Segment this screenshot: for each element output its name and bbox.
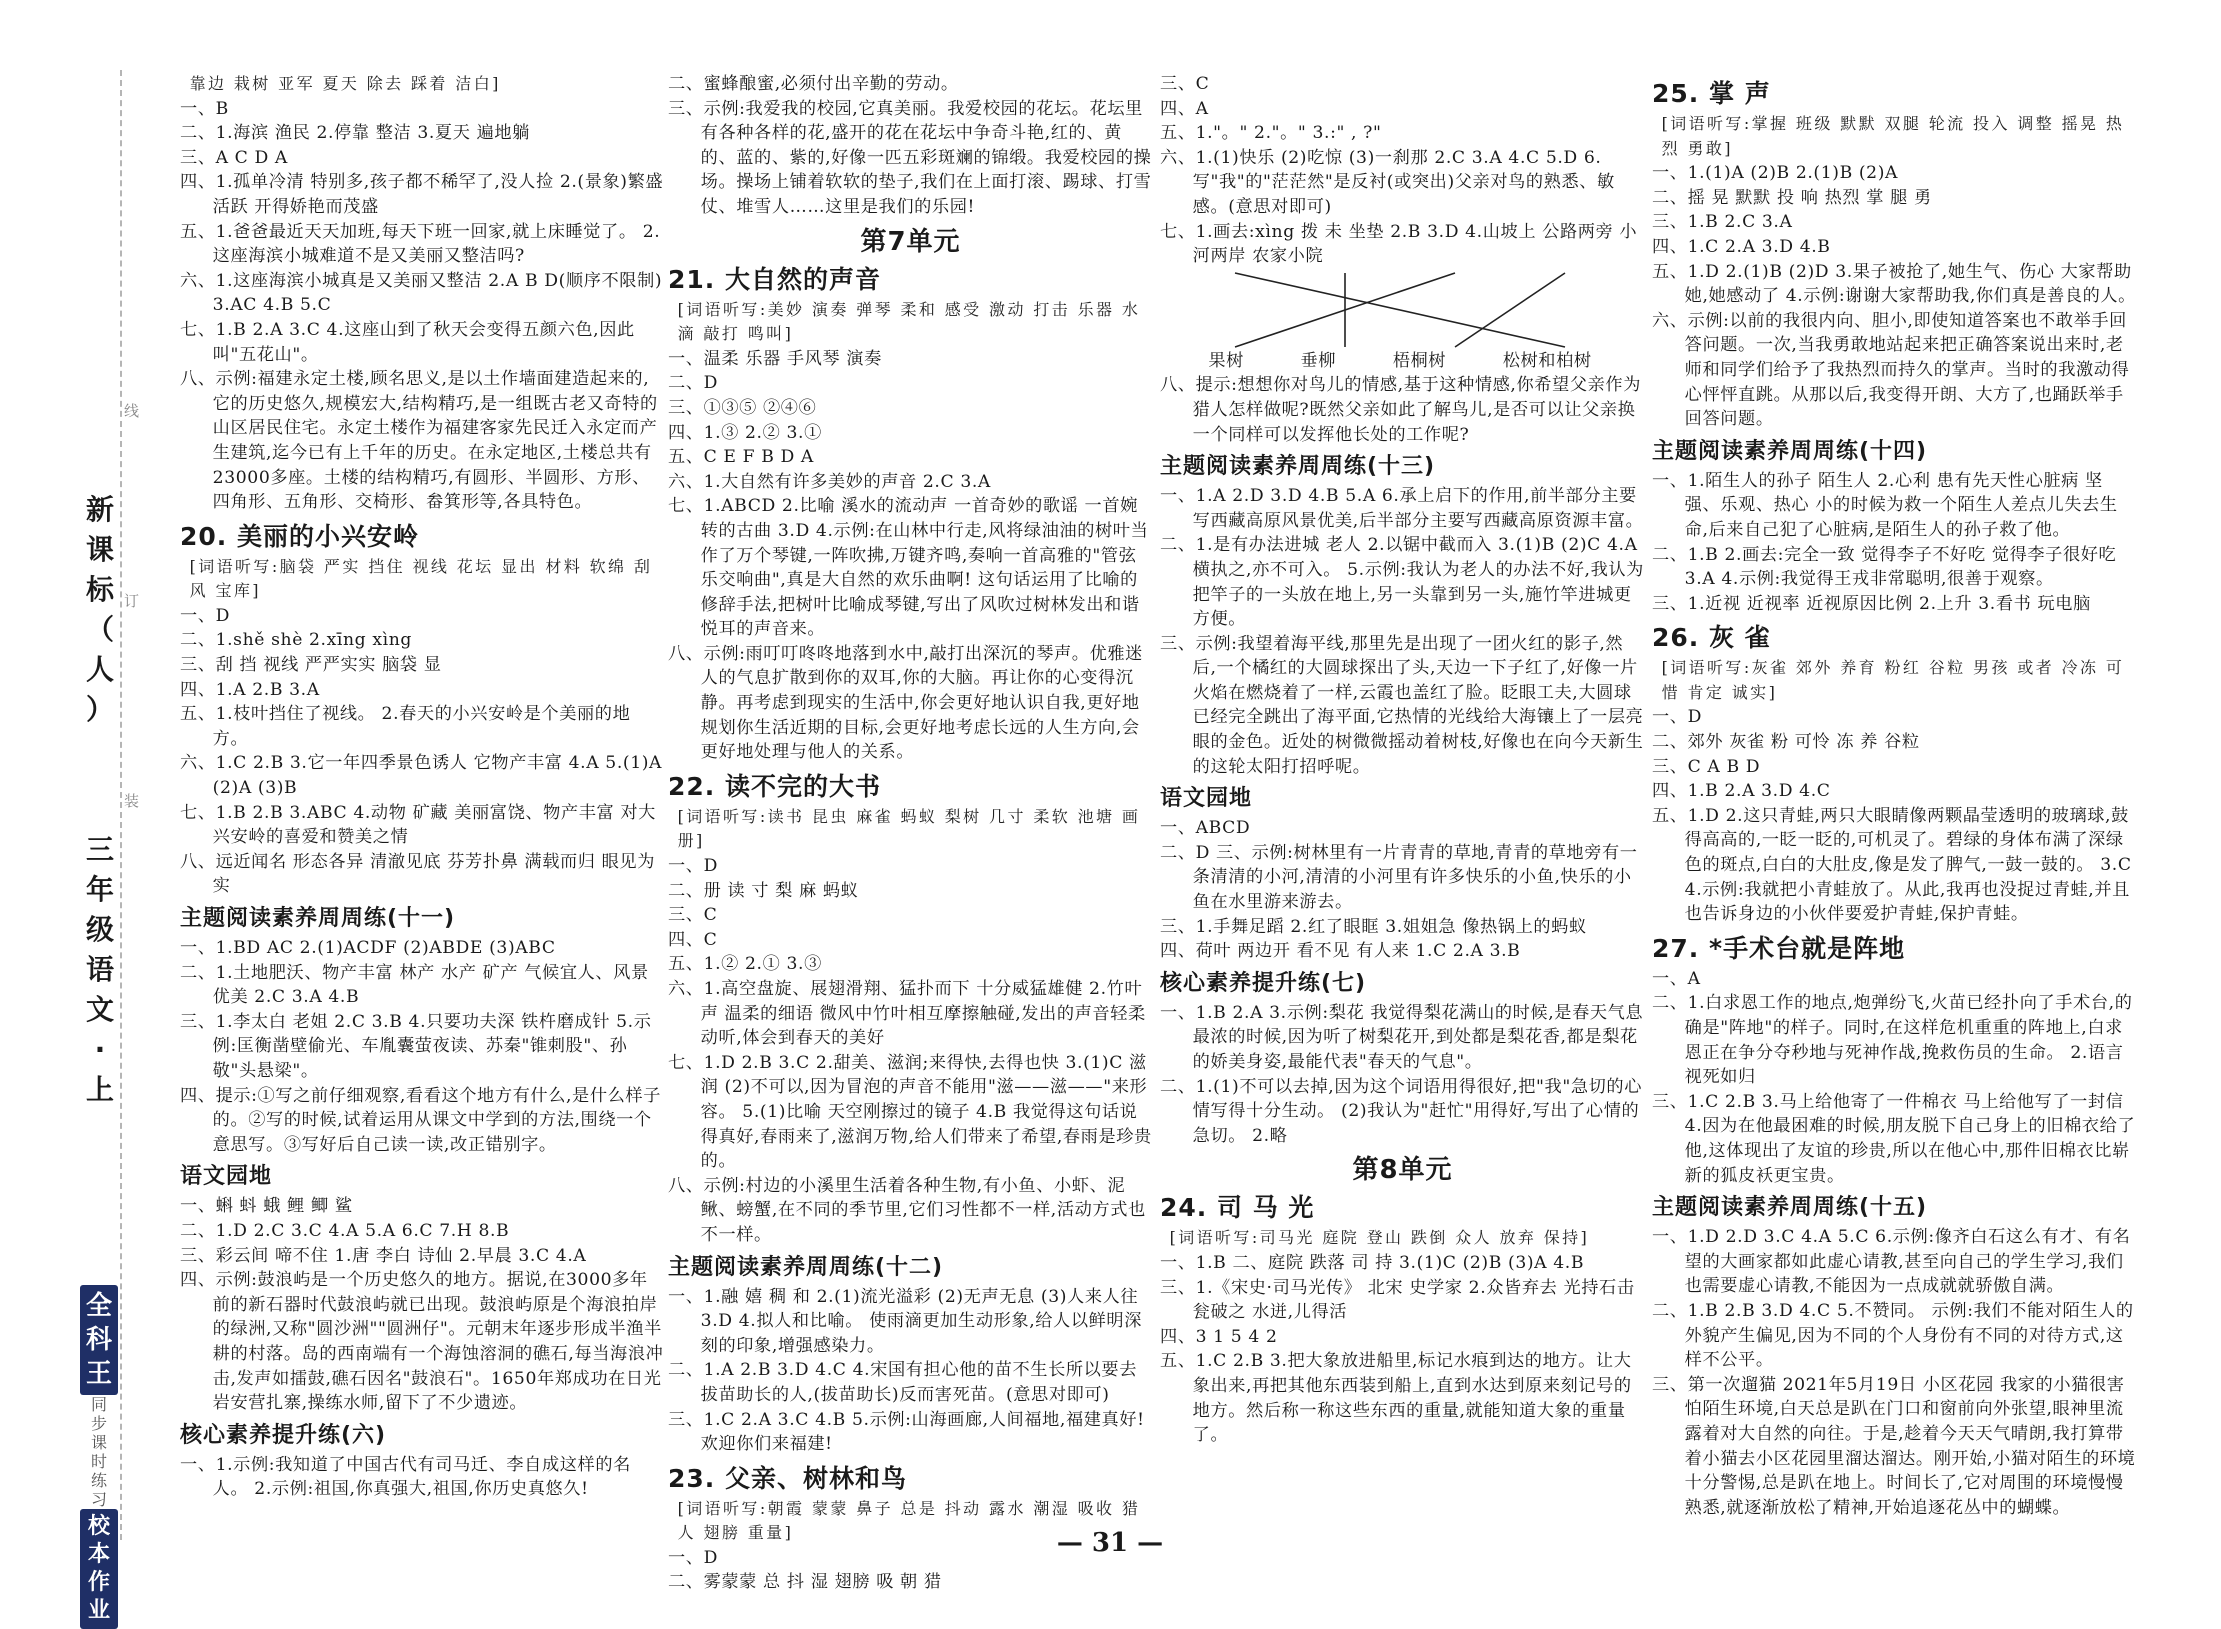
- answer-line: 六、示例:以前的我很内向、胆小,即使知道答案也不敢举手回答问题。一次,当我勇敢地站起来把正确答案说出来时,老师和同学们给予了我热烈而持久的掌声。当时的我激动得心怦怦直跳。从那以后,我变得开朗、大方了,也踊跃举手回答问题。: [1652, 310, 2130, 430]
- word-matching-diagram: [1160, 271, 1645, 374]
- answer-line: 五、1."。" 2."。" 3.:" , ?": [1160, 123, 1382, 144]
- brand-name-char: 王: [85, 1359, 112, 1389]
- answer-line: 一、1.示例:我知道了中国古代有司马迁、李自成这样的名人。 2.示例:祖国,你真强大,祖国,你历史真悠久!: [180, 1454, 631, 1500]
- answer-line: 二、1.(1)不可以去掉,因为这个词语用得很好,把"我"急切的心情写得十分生动。 (2)我认为"赶忙"用得好,写出了心情的急切。 2.略: [1160, 1076, 1642, 1146]
- answer-line: 一、1.B 2.A 3.示例:梨花 我觉得梨花满山的时候,是春天气息最浓的时候,因为听了树梨花开,到处都是梨花香,都是梨花的娇美身姿,最能代表"春天的气息"。: [1160, 1002, 1644, 1072]
- answer-line: 一、ABCD: [1160, 818, 1251, 839]
- answer-line: 三、C A B D: [1652, 756, 1761, 777]
- vocab-dictation: [词语听写:司马光 庭院 登山 跌倒 众人 放弃 保持]: [1169, 1228, 1590, 1248]
- binding-spine: [80, 70, 140, 1623]
- answer-line: 三、1.C 2.B 3.马上给他寄了一件棉衣 马上给他写了一封信 4.因为在他最困难的时候,朋友脱下自己身上的旧棉衣给了他,这体现出了友谊的珍贵,所以在他心中,那件旧棉衣比崭新的狐皮袄更宝贵。: [1652, 1091, 2136, 1186]
- answer-line: 三、刮 挡 视线 严严实实 脑袋 显: [180, 655, 442, 676]
- spine-edition-char: 新: [85, 493, 114, 526]
- section-heading: 主题阅读素养周周练(十四): [1652, 438, 1928, 464]
- vocab-dictation: 靠边 栽树 亚军 夏天 除去 踩着 洁白]: [189, 74, 501, 93]
- brand-tagline-char: 同: [90, 1395, 107, 1414]
- answer-line: 二、D 三、示例:树林里有一片青青的草地,青青的草地旁有一条清清的小河,清清的小河里有许多快乐的小鱼,快乐的小鱼在水里游来游去。: [1160, 842, 1638, 913]
- answer-line: 二、雾蒙蒙 总 抖 湿 翅膀 吸 朝 猎: [668, 1572, 942, 1593]
- answer-line: 二、册 读 寸 梨 麻 蚂蚁: [668, 880, 859, 901]
- matching-lines: [1180, 271, 1620, 349]
- brand-series-char: 校: [87, 1514, 110, 1539]
- match-word: 梧桐树: [1392, 350, 1447, 371]
- spine-edition: [80, 490, 120, 730]
- answer-line: 一、1.融 嬉 稠 和 2.(1)流光溢彩 (2)无声无息 (3)人来人往 3.D 4.拟人和比喻。 使雨滴更加生动形象,给人以鲜明深刻的印象,增强感染力。: [668, 1286, 1142, 1356]
- answer-line: 二、1.白求恩工作的地点,炮弹纷飞,火苗已经扑向了手术台,的确是"阵地"的样子。同时,在这样危机重重的阵地上,白求恩正在争分夺秒地与死神作战,挽救伤员的生命。 2.语言 视死如归: [1652, 993, 2133, 1088]
- answer-line: 五、1.② 2.① 3.③: [668, 954, 822, 975]
- answer-line: 二、1.土地肥沃、物产丰富 林产 水产 矿产 气候宜人、风景优美 2.C 3.A 4.B: [180, 962, 649, 1008]
- answer-line: 六、1.C 2.B 3.它一年四季景色诱人 它物产丰富 4.A 5.(1)A (2)A (3)B: [180, 753, 663, 799]
- lesson-title: 23. 父亲、树林和鸟: [668, 1463, 907, 1493]
- brand-tagline: [80, 1395, 118, 1509]
- answer-line: 一、D: [180, 605, 230, 626]
- answer-line: 七、1.B 2.A 3.C 4.这座山到了秋天会变得五颜六色,因此叫"五花山"。: [180, 319, 635, 365]
- answer-line: 六、1.这座海滨小城真是又美丽又整洁 2.A B D(顺序不限制) 3.AC 4.B 5.C: [180, 270, 663, 316]
- spine-subject-char: 级: [85, 913, 114, 946]
- answer-line: 五、1.爸爸最近天天加班,每天下班一回家,就上床睡觉了。 2.这座海滨小城难道不是又美丽又整洁吗?: [180, 221, 661, 267]
- section-heading: 核心素养提升练(七): [1160, 970, 1367, 996]
- answer-line: 四、1.A 2.B 3.A: [180, 679, 320, 700]
- answer-line: 七、1.画去:xìng 拨 未 坐垫 2.B 3.D 4.山坡上 公路两旁 小河两岸 农家小院: [1160, 221, 1638, 267]
- spine-subject: [80, 830, 120, 1110]
- answer-line: 三、1.手舞足蹈 2.红了眼眶 3.姐姐急 像热锅上的蚂蚁: [1160, 916, 1587, 937]
- brand-series-char: 业: [87, 1598, 110, 1623]
- answer-line: 四、1.孤单冷清 特别多,孩子都不稀罕了,没人捡 2.(景象)繁盛活跃 开得娇艳而茂盛: [180, 172, 664, 217]
- answer-line: 四、荷叶 两边开 看不见 有人来 1.C 2.A 3.B: [1160, 941, 1521, 962]
- answer-line: 二、蜜蜂酿蜜,必须付出辛勤的劳动。: [668, 74, 959, 94]
- answer-line: 一、D: [1652, 707, 1702, 728]
- answer-line: 二、郊外 灰雀 粉 可怜 冻 养 谷粒: [1652, 732, 1920, 753]
- brand-name: [80, 1285, 118, 1395]
- answer-line: 七、1.B 2.B 3.ABC 4.动物 矿藏 美丽富饶、物产丰富 对大兴安岭的喜爱和赞美之情: [180, 802, 656, 848]
- answer-line: 三、1.B 2.C 3.A: [1652, 212, 1793, 233]
- match-bottom-row: [1180, 349, 1620, 374]
- answer-line: 七、1.D 2.B 3.C 2.甜美、滋润;来得快,去得也快 3.(1)C 滋润 (2)不可以,因为冒泡的声音不能用"滋——滋——"来形容。 5.(1)比喻 天空刚擦过的镜子 4.B 我觉得这句话说得真好,春雨来了,滋润万物,给人们带来了希望,春雨是珍贵的。: [668, 1052, 1152, 1172]
- answer-line: 二、1.shě shè 2.xīng xìng: [180, 630, 413, 651]
- brand-name-char: 全: [85, 1291, 112, 1321]
- answer-line: 一、温柔 乐器 手风琴 演奏: [668, 348, 882, 369]
- vocab-dictation: [词语听写:脑袋 严实 挡住 视线 花坛 显出 材料 软绵 刮风 宝库]: [189, 556, 653, 601]
- answer-line: 五、1.C 2.B 3.把大象放进船里,标记水痕到达的地方。让大象出来,再把其他东西装到船上,直到水达到原来刻记号的地方。然后称一称这些东西的重量,就能知道大象的重量了。: [1160, 1351, 1632, 1446]
- vocab-dictation: [词语听写:读书 昆虫 麻雀 蚂蚁 梨树 几寸 柔软 池塘 画册]: [677, 806, 1141, 851]
- answer-line: 八、示例:福建永定土楼,顾名思义,是以土作墙面建造起来的,它的历史悠久,规模宏大,结构精巧,是一组既古老又奇特的山区居民住宅。永定土楼作为福建客家先民迁入永定而产生建筑,迄今已有上千年的历史。在永定地区,土楼总共有23000多座。土楼的结构精巧,有圆形、半圆形、方形、四角形、五角形、交椅形、畚箕形等,各具特色。: [180, 369, 658, 513]
- answer-line: 五、C E F B D A: [668, 447, 814, 468]
- answer-line: 三、第一次遛猫 2021年5月19日 小区花园 我家的小猫很害怕陌生环境,白天总是趴在门口和窗前向外张望,眼神里流露着对大自然的向往。于是,趁着今天天气晴朗,我打算带着小猫去小区花园里溜达溜达。刚开始,小猫对陌生的环境十分警惕,总是趴在地上。时间长了,它对周围的环境慢慢熟悉,就逐渐放松了精神,开始追逐花丛中的蝴蝶。: [1652, 1374, 2136, 1518]
- match-word: 果树: [1208, 350, 1244, 371]
- section-heading: 主题阅读素养周周练(十五): [1652, 1195, 1928, 1221]
- answer-column-1: [180, 72, 665, 1517]
- answer-line: 八、提示:想想你对鸟儿的情感,基于这种情感,你希望父亲作为猎人怎样做呢?既然父亲如此了解鸟儿,是否可以让父亲换一个同样可以发挥他长处的工作呢?: [1160, 375, 1641, 445]
- answer-line: 四、示例:鼓浪屿是一个历史悠久的地方。据说,在3000多年前的新石器时代鼓浪屿就已出现。鼓浪屿原是个海浪拍岸的绿洲,又称"圆沙洲""圆洲仔"。元朝末年逐步形成半渔半耕的村落。岛的西南端有一个海蚀溶洞的礁石,每当海浪冲击,发声如擂鼓,礁石因名"鼓浪石"。1650年郑成功在日光岩安营扎寨,操练水师,留下了不少遗迹。: [180, 1270, 664, 1414]
- section-heading: 主题阅读素养周周练(十一): [180, 906, 456, 931]
- page-number: — 31 —: [1056, 1528, 1164, 1558]
- section-heading: 核心素养提升练(六): [180, 1422, 387, 1448]
- answer-line: 三、①③⑤ ②④⑥: [668, 397, 817, 418]
- answer-line: 三、示例:我望着海平线,那里先是出现了一团火红的影子,然后,一个橘红的大圆球探出了头,天边一下子红了,好像一片火焰在燃烧着了一样,云霞也盖红了脸。眨眼工夫,大圆球已经完全跳出了海平面,它热情的光线给大海镶上了一层亮眼的金色。近处的树微微摇动着树枝,好像也在向今天新生的这轮太阳打招呼呢。: [1160, 633, 1644, 777]
- spine-edition-char: 标: [85, 573, 114, 606]
- answer-column-2: [668, 72, 1153, 1593]
- match-word: 垂柳: [1300, 350, 1337, 371]
- section-heading: 语文园地: [1160, 786, 1253, 812]
- answer-line: 四、提示:①写之前仔细观察,看看这个地方有什么,是什么样子的。②写的时候,试着运用从课文中学到的方法,围绕一个意思写。③写好后自己读一读,改正错别字。: [180, 1085, 661, 1155]
- vocab-dictation: [词语听写:朝霞 蒙蒙 鼻子 总是 抖动 露水 潮湿 吸收 猎人 翅膀 重量]: [677, 1498, 1141, 1543]
- answer-line: 四、1.B 2.A 3.D 4.C: [1652, 781, 1831, 802]
- spine-subject-char: ·: [94, 1033, 106, 1066]
- answer-line: 五、1.枝叶挡住了视线。 2.春天的小兴安岭是个美丽的地方。: [180, 704, 631, 749]
- answer-line: 三、1.李太白 老姐 2.C 3.B 4.只要功夫深 铁杵磨成针 5.示例:匡衡凿壁偷光、车胤囊萤夜读、苏秦"锥刺股"、孙敬"头悬梁"。: [180, 1011, 652, 1081]
- answer-line: 二、1.A 2.B 3.D 4.C 4.宋国有担心他的苗不生长所以要去拔苗助长的人,(拔苗助长)反而害死苗。(意思对即可): [668, 1360, 1138, 1405]
- answer-line: 二、1.是有办法进城 老人 2.以锯中截而入 3.(1)B (2)C 4.A 横执之,亦不可入。 5.示例:我认为老人的办法不好,我认为把竿子的一头放在地上,另一头靠到另一头,施竹竿进城更方便。: [1160, 535, 1644, 630]
- answer-line: 一、蝌 蚪 蛾 鲤 鲫 鲨: [180, 1196, 353, 1217]
- answer-line: 六、1.大自然有许多美妙的声音 2.C 3.A: [668, 471, 991, 492]
- answer-line: 二、1.D 2.C 3.C 4.A 5.A 6.C 7.H 8.B: [180, 1220, 510, 1241]
- answer-line: 四、1.③ 2.② 3.①: [668, 422, 822, 443]
- bind-mark-line: 线: [124, 402, 140, 420]
- answer-line: 二、1.B 2.B 3.D 4.C 5.不赞同。 示例:我们不能对陌生人的外貌产生偏见,因为不同的个人身份有不同的对待方式,这样不公平。: [1652, 1300, 2134, 1371]
- answer-line: 四、3 1 5 4 2: [1160, 1326, 1278, 1347]
- answer-line: 一、1.D 2.D 3.C 4.A 5.C 6.示例:像齐白石这么有才、有名望的大画家都如此虚心请教,甚至向自己的学生学习,我们也需要虚心请教,不能因为一点成就就骄傲自满。: [1652, 1227, 2131, 1297]
- bind-mark-bind: 装: [124, 792, 140, 810]
- answer-line: 三、A C D A: [180, 147, 288, 168]
- answer-line: 八、远近闻名 形态各异 清澈见底 芬芳扑鼻 满载而归 眼见为实: [180, 851, 656, 897]
- section-heading: 主题阅读素养周周练(十二): [668, 1254, 944, 1280]
- unit-heading: 第7单元: [860, 226, 961, 257]
- answer-line: 八、示例:村边的小溪里生活着各种生物,有小鱼、小虾、泥鳅、螃蟹,在不同的季节里,它们习性都不一样,活动方式也不一样。: [668, 1175, 1146, 1245]
- answer-line: 一、1.A 2.D 3.D 4.B 5.A 6.承上启下的作用,前半部分主要写西藏高原风景优美,后半部分主要写西藏高原资源丰富。: [1160, 486, 1644, 531]
- answer-line: 三、1.《宋史·司马光传》 北宋 史学家 2.众皆弃去 光持石击瓮破之 水迸,儿得活: [1160, 1277, 1635, 1323]
- answer-line: 八、示例:雨叮叮咚咚地落到水中,敲打出深沉的琴声。优雅迷人的气息扩散到你的双耳,你的大脑。再让你的心变得沉静。再考虑到现实的生活中,你会更好地认识自我,更好地规划你生活近期的目标,会更好地考虑长远的人生方向,会更好地处理与他人的关系。: [668, 643, 1143, 763]
- column-3-top: [1160, 72, 1645, 269]
- answer-line: 四、1.C 2.A 3.D 4.B: [1652, 236, 1831, 257]
- brand-name-char: 科: [85, 1325, 112, 1355]
- answer-line: 一、D: [668, 1547, 718, 1568]
- answer-line: 三、C: [1160, 74, 1210, 94]
- answer-line: 三、彩云间 啼不住 1.唐 李白 诗仙 2.早晨 3.C 4.A: [180, 1245, 587, 1266]
- answer-line: 六、1.(1)快乐 (2)吃惊 (3)一刹那 2.C 3.A 4.C 5.D 6.写"我"的"茫茫然"是反衬(或突出)父亲对鸟的熟悉、敏感。(意思对即可): [1160, 147, 1615, 217]
- answer-line: 一、A: [1652, 968, 1701, 989]
- answer-line: 五、1.D 2.(1)B (2)D 3.果子被抢了,她生气、伤心 大家帮助她,她感动了 4.示例:谢谢大家帮助我,你们真是善良的人。: [1652, 261, 2136, 307]
- binding-cut-line: [120, 70, 122, 1540]
- brand-tagline-char: 课: [90, 1433, 107, 1452]
- brand-series-char: 作: [87, 1570, 110, 1595]
- answer-line: 一、D: [668, 856, 718, 877]
- lesson-title: 26. 灰 雀: [1652, 623, 1771, 653]
- match-word: 松树和柏树: [1502, 350, 1592, 371]
- answer-line: 二、1.海滨 渔民 2.停靠 整洁 3.夏天 遍地躺: [180, 123, 530, 144]
- spine-subject-char: 上: [85, 1073, 114, 1106]
- bind-mark-staple: 订: [124, 592, 140, 610]
- brand-series-char: 本: [87, 1542, 110, 1567]
- answer-line: 六、1.高空盘旋、展翅滑翔、猛扑而下 十分威猛雄健 2.竹叶声 温柔的细语 微风中竹叶相互摩擦触碰,发出的声音轻柔动听,体会到春天的美好: [668, 979, 1146, 1049]
- spine-edition-char: 课: [85, 533, 114, 566]
- answer-line: 一、1.B 二、庭院 跌落 司 持 3.(1)C (2)B (3)A 4.B: [1160, 1252, 1585, 1273]
- answer-column-3: [1160, 72, 1645, 1517]
- answer-line: 四、A: [1160, 98, 1209, 119]
- answer-line: 三、1.C 2.A 3.C 4.B 5.示例:山海画廊,人间福地,福建真好!欢迎你们来福建!: [668, 1409, 1145, 1455]
- answer-line: 七、1.ABCD 2.比喻 溪水的流动声 一首奇妙的歌谣 一首婉转的古曲 3.D 4.示例:在山林中行走,风将绿油油的树叶当作了万个琴键,一阵吹拂,万键齐鸣,奏响一首高雅的"管弦乐交响曲",真是大自然的欢乐曲啊! 这句话运用了比喻的修辞手法,把树叶比喻成琴键,写出了风吹过树林发出和谐悦耳的声音来。: [668, 496, 1149, 640]
- column-3-bottom: [1160, 373, 1645, 1447]
- answer-line: 四、C: [668, 929, 718, 950]
- unit-heading: 第8单元: [1352, 1155, 1453, 1186]
- lesson-title: 25. 掌 声: [1652, 79, 1771, 108]
- spine-subject-char: 年: [85, 873, 114, 906]
- answer-line: 二、1.B 2.画去:完全一致 觉得李子不好吃 觉得李子很好吃 3.A 4.示例:我觉得王戎非常聪明,很善于观察。: [1652, 544, 2117, 590]
- spine-subject-char: 三: [85, 833, 114, 866]
- answer-column-4: [1652, 72, 2137, 1517]
- lesson-title: 22. 读不完的大书: [668, 771, 881, 801]
- lesson-title: 27. *手术台就是阵地: [1652, 933, 1906, 963]
- brand-tagline-char: 练: [90, 1471, 107, 1490]
- answer-line: 二、D: [668, 373, 718, 394]
- vocab-dictation: [词语听写:美妙 演奏 弹琴 柔和 感受 激动 打击 乐器 水滴 敲打 鸣叫]: [677, 299, 1141, 344]
- spine-subject-char: 文: [85, 993, 114, 1026]
- vocab-dictation: [词语听写:灰雀 郊外 养育 粉红 谷粒 男孩 或者 冷冻 可惜 肯定 诚实]: [1661, 658, 2125, 702]
- lesson-title: 24. 司 马 光: [1160, 1193, 1315, 1223]
- answer-line: 三、C: [668, 905, 718, 926]
- match-line-1: [1235, 273, 1565, 347]
- answer-line: 五、1.D 2.这只青蛙,两只大眼睛像两颗晶莹透明的玻璃球,鼓得高高的,一眨一眨的,可机灵了。碧绿的身体布满了深绿色的斑点,白白的大肚皮,像是发了脾气,一鼓一鼓的。 3.C 4.示例:我就把小青蛙放了。从此,我再也没捉过青蛙,并且也告诉身边的小伙伴要爱护青蛙,保护青蛙。: [1652, 805, 2132, 925]
- answer-line: 一、B: [180, 98, 229, 119]
- brand-tagline-char: 时: [90, 1452, 107, 1471]
- spine-edition-char: （: [85, 613, 114, 646]
- section-heading: 主题阅读素养周周练(十三): [1160, 454, 1436, 480]
- answer-line: 一、1.(1)A (2)B 2.(1)B (2)A: [1652, 163, 1899, 184]
- spine-edition-char: 人: [85, 653, 114, 686]
- lesson-title: 21. 大自然的声音: [668, 264, 881, 294]
- brand-series: [80, 1509, 118, 1629]
- answer-line: 二、摇 晃 默默 投 响 热烈 掌 腿 勇: [1652, 187, 1932, 208]
- vocab-dictation: [词语听写:掌握 班级 默默 双腿 轮流 投入 调整 摇晃 热烈 勇敢]: [1661, 114, 2125, 158]
- answer-line: 一、1.BD AC 2.(1)ACDF (2)ABDE (3)ABC: [180, 938, 556, 958]
- spine-edition-char: ）: [85, 693, 114, 726]
- answer-line: 三、示例:我爱我的校园,它真美丽。我爱校园的花坛。花坛里有各种各样的花,盛开的花在花坛中争奇斗艳,红的、黄的、蓝的、紫的,好像一匹五彩斑斓的锦缎。我爱校园的操场。操场上铺着软软的垫子,我们在上面打滚、踢球、打雪仗、堆雪人……这里是我们的乐园!: [668, 98, 1152, 217]
- section-heading: 语文园地: [180, 1164, 273, 1190]
- answer-line: 三、1.近视 近视率 近视原因比例 2.上升 3.看书 玩电脑: [1652, 593, 2091, 614]
- lesson-title: 20. 美丽的小兴安岭: [180, 521, 419, 551]
- spine-brand: [80, 1285, 118, 1629]
- answer-line: 一、1.陌生人的孙子 陌生人 2.心利 患有先天性心脏病 坚强、乐观、热心 小的时候为救一个陌生人差点儿失去生命,后来自己犯了心脏病,是陌生人的孙子救了他。: [1652, 470, 2118, 540]
- brand-tagline-char: 步: [90, 1414, 107, 1433]
- brand-tagline-char: 习: [90, 1490, 107, 1509]
- spine-subject-char: 语: [85, 953, 114, 986]
- match-line-4: [1455, 273, 1565, 347]
